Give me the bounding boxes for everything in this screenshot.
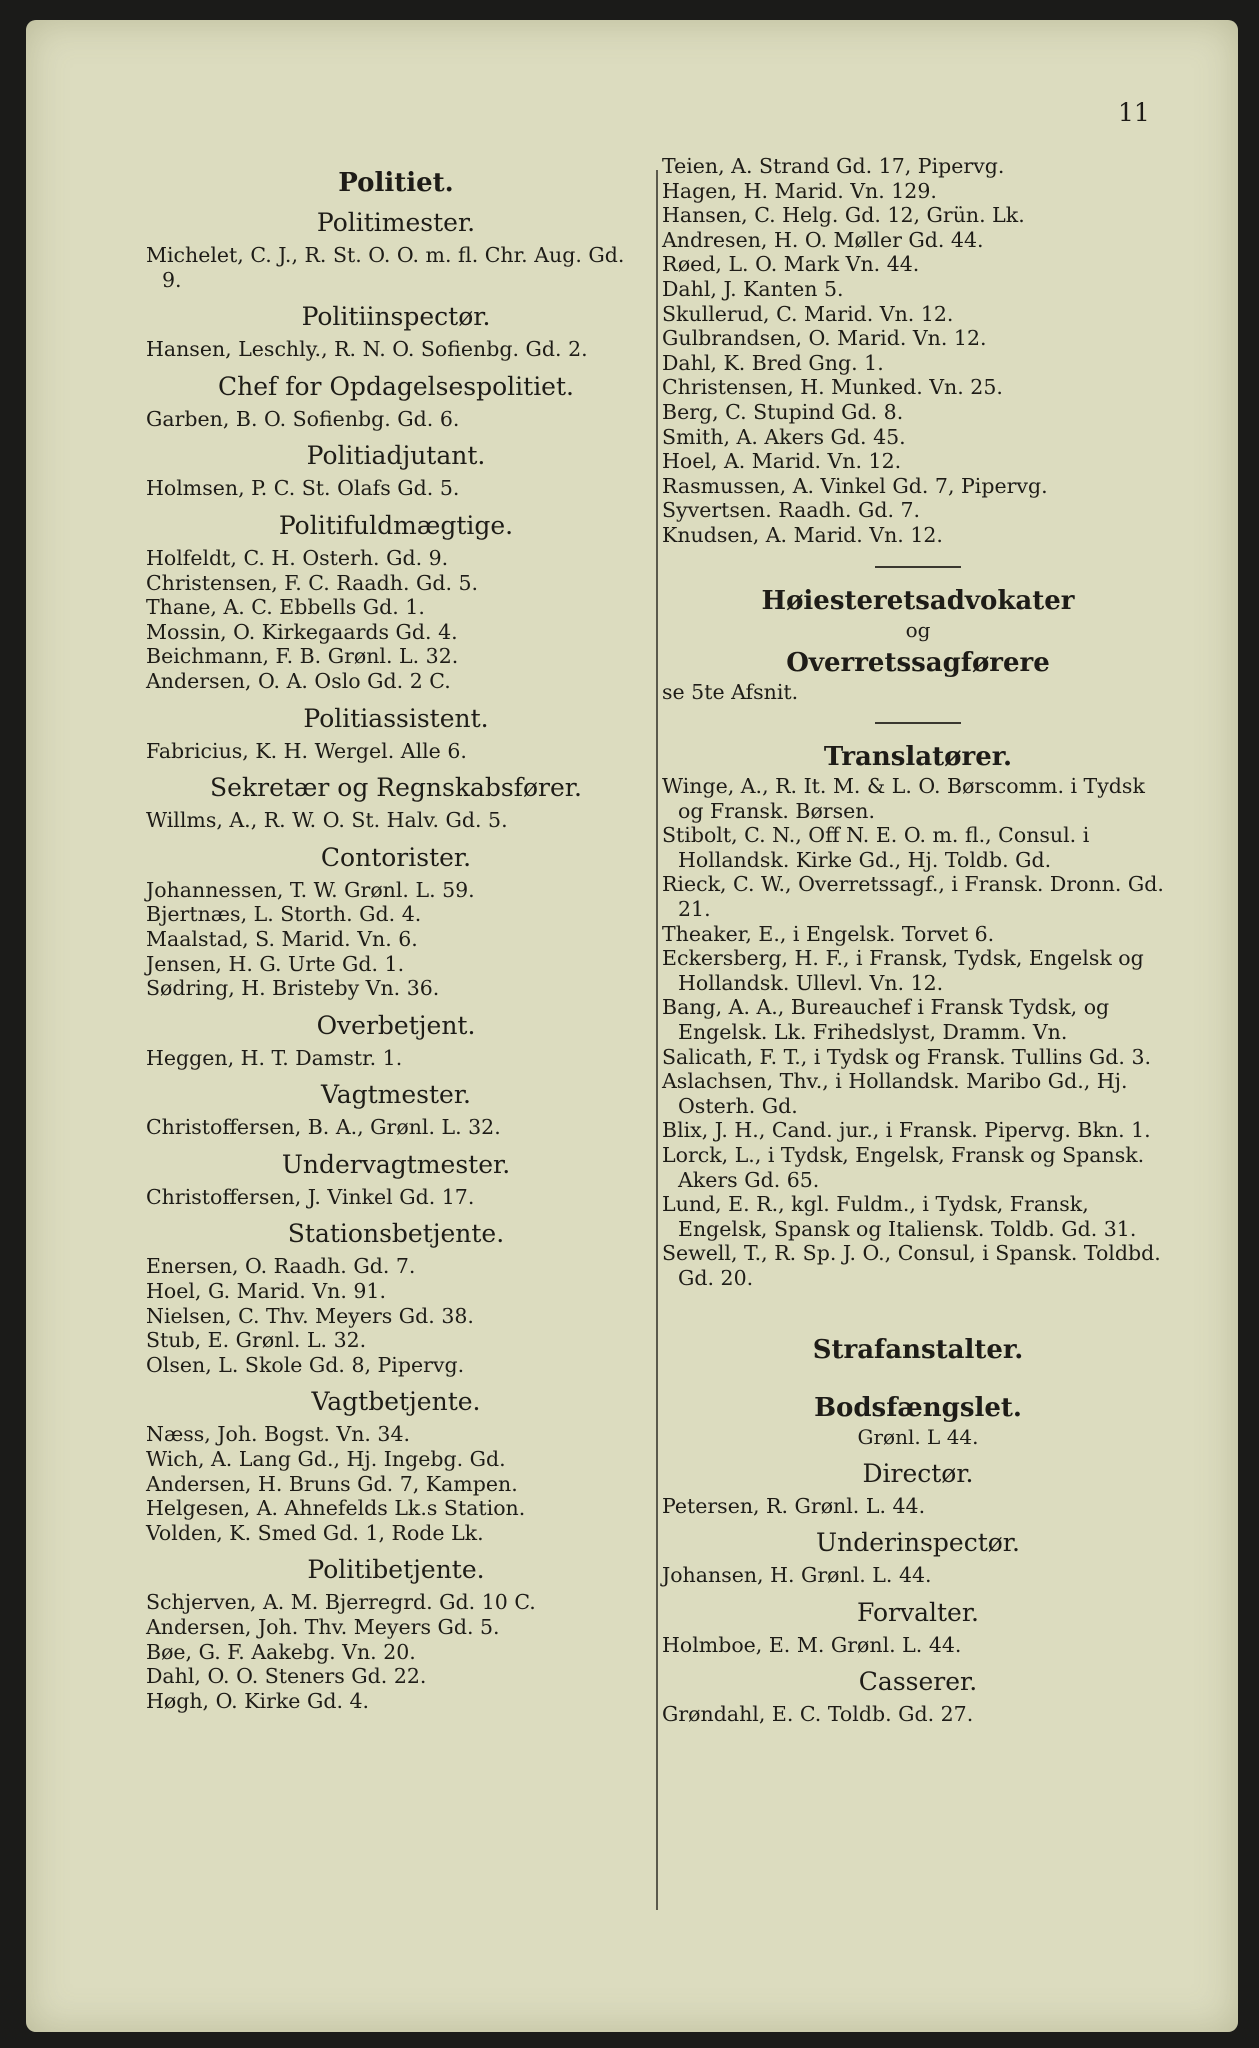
section-heading: Politibetjente. [307,1555,485,1585]
directory-entry: Syvertsen. Raadh. Gd. 7. [662,498,921,523]
page-number: 11 [1118,98,1150,127]
translator-entry: Blix, J. H., Cand. jur., i Fransk. Pipervg. Bkn. 1. [662,1118,1151,1143]
directory-entry: Gulbrandsen, O. Marid. Vn. 12. [662,326,987,351]
left-sections [146,208,646,1713]
directory-entry: Hansen, Leschly., R. N. O. Sofienbg. Gd. 2. [146,337,588,362]
directory-entry: Wich, A. Lang Gd., Hj. Ingebg. Gd. [146,1447,506,1472]
directory-entry: Christoffersen, J. Vinkel Gd. 17. [146,1184,475,1209]
directory-entry: Christensen, F. C. Raadh. Gd. 5. [146,570,479,595]
translator-entry: Eckersberg, H. F., i Fransk, Tydsk, Engelsk og Hollandsk. Ullevl. Vn. 12. [662,946,1144,995]
directory-entry: Enersen, O. Raadh. Gd. 7. [146,1254,416,1279]
directory-entry: Stub, E. Grønl. L. 32. [146,1328,367,1353]
directory-entry: Bøe, G. F. Aakebg. Vn. 20. [146,1639,416,1664]
continued-list [662,154,1174,548]
directory-entry: Smith, A. Akers Gd. 45. [662,424,906,449]
section-heading: Politiadjutant. [306,441,486,471]
directory-entry: Hagen, H. Marid. Vn. 129. [662,178,937,203]
staff-entry: Johansen, H. Grønl. L. 44. [662,1563,932,1588]
directory-entry: Mossin, O. Kirkegaards Gd. 4. [146,619,458,644]
staff-heading: Underinspectør. [816,1528,1020,1558]
section-heading: Vagtbetjente. [311,1387,481,1417]
directory-entry: Røed, L. O. Mark Vn. 44. [662,252,920,277]
section-heading: Politifuldmægtige. [278,510,514,540]
section-heading: Undervagtmester. [281,1149,511,1179]
directory-entry: Knudsen, A. Marid. Vn. 12. [662,522,943,547]
staff-heading: Casserer. [858,1667,978,1697]
translator-entry: Salicath, F. T., i Tydsk og Fransk. Tullins Gd. 3. [662,1044,1152,1069]
directory-entry: Dahl, J. Kanten 5. [662,276,844,301]
directory-entry: Jensen, H. G. Urte Gd. 1. [146,951,405,976]
section-heading: Vagtmester. [320,1080,472,1110]
section-heading: Chef for Opdagelsespolitiet. [218,371,574,401]
directory-entry: Rasmussen, A. Vinkel Gd. 7, Pipervg. [662,473,1048,498]
translator-entry: Bang, A. A., Bureauchef i Fransk Tydsk, og Engelsk. Lk. Frihedslyst, Dramm. Vn. [662,995,1110,1045]
staff-entry: Grøndahl, E. C. Toldb. Gd. 27. [662,1702,974,1727]
translator-entry: Aslachsen, Thv., i Hollandsk. Maribo Gd., Hj. Osterh. Gd. [662,1069,1128,1118]
directory-entry: Næss, Joh. Bogst. Vn. 34. [146,1422,411,1447]
directory-entry: Garben, B. O. Sofienbg. Gd. 6. [146,406,460,431]
directory-entry: Beichmann, F. B. Grønl. L. 32. [146,644,459,669]
section-heading: Politiinspectør. [301,302,491,332]
directory-entry: Olsen, L. Skole Gd. 8, Pipervg. [146,1352,465,1377]
directory-entry: Dahl, K. Bred Gng. 1. [662,350,884,375]
directory-entry: Holmsen, P. C. St. Olafs Gd. 5. [146,476,460,501]
directory-entry: Heggen, H. T. Damstr. 1. [146,1045,403,1070]
advokater-heading-2: Overretssagførere [786,647,1050,678]
translator-entry: Rieck, C. W., Overretssagf., i Fransk. Dronn. Gd. 21. [662,872,1164,922]
directory-entry: Schjerven, A. M. Bjerregrd. Gd. 10 C. [146,1590,536,1615]
directory-entry: Maalstad, S. Marid. Vn. 6. [146,926,418,951]
directory-entry: Bjertnæs, L. Storth. Gd. 4. [146,902,422,927]
directory-entry: Dahl, O. O. Steners Gd. 22. [146,1664,427,1689]
directory-entry: Christensen, H. Munked. Vn. 25. [662,375,1003,400]
directory-entry: Berg, C. Stupind Gd. 8. [662,399,904,424]
directory-entry: Andersen, Joh. Thv. Meyers Gd. 5. [146,1615,500,1639]
directory-entry: Thane, A. C. Ebbells Gd. 1. [146,595,425,620]
divider-rule [875,566,961,568]
column-divider [656,170,658,1910]
section-title: Politiet. [338,168,454,198]
directory-entry: Volden, K. Smed Gd. 1, Rode Lk. [146,1520,484,1545]
translator-entry: Lorck, L., i Tydsk, Engelsk, Fransk og Spansk. Akers Gd. 65. [662,1143,1145,1192]
directory-entry: Skullerud, C. Marid. Vn. 12. [662,301,954,326]
directory-entry: Michelet, C. J., R. St. O. O. m. fl. Chr. Aug. Gd. 9. [146,243,625,292]
directory-entry: Christoffersen, B. A., Grønl. L. 32. [146,1115,501,1140]
staff-list [662,1459,1174,1727]
directory-page [26,20,1238,2032]
section-heading: Politimester. [316,208,476,237]
translator-entry: Sewell, T., R. Sp. J. O., Consul, i Spansk. Toldbd. Gd. 20. [662,1241,1161,1290]
bodsfaengslet-heading: Bodsfængslet. [814,1392,1022,1423]
divider-rule [875,722,961,724]
left-column [146,162,646,1713]
translator-entry: Theaker, E., i Engelsk. Torvet 6. [662,921,995,946]
translator-entry: Stibolt, C. N., Off N. E. O. m. fl., Consul. i Hollandsk. Kirke Gd., Hj. Toldb. Gd. [662,823,1090,872]
bodsfaengslet-address: Grønl. L 44. [857,1424,979,1449]
advokater-ref: se 5te Afsnit. [662,679,799,704]
staff-heading: Directør. [862,1458,974,1488]
section-heading: Contorister. [320,842,472,872]
staff-entry: Holmboe, E. M. Grønl. L. 44. [662,1632,962,1657]
staff-entry: Petersen, R. Grønl. L. 44. [662,1493,926,1518]
staff-heading: Forvalter. [857,1597,979,1627]
directory-entry: Holfeldt, C. H. Osterh. Gd. 9. [146,545,449,570]
section-heading: Stationsbetjente. [287,1219,505,1249]
translatorer-heading: Translatører. [823,742,1013,773]
advokater-heading: Høiesteretsadvokater [761,585,1075,616]
advokater-og: og [905,617,931,642]
directory-entry: Fabricius, K. H. Wergel. Alle 6. [146,738,467,763]
translator-entry: Winge, A., R. It. M. & L. O. Børscomm. i Tydsk og Fransk. Børsen. [662,774,1145,823]
section-heading: Overbetjent. [316,1010,476,1040]
directory-entry: Hansen, C. Helg. Gd. 12, Grün. Lk. [662,203,1025,228]
directory-entry: Hoel, G. Marid. Vn. 91. [146,1279,386,1304]
directory-entry: Andersen, O. A. Oslo Gd. 2 C. [146,668,451,693]
directory-entry: Høgh, O. Kirke Gd. 4. [146,1688,370,1713]
strafanstalter-heading: Strafanstalter. [812,1334,1024,1365]
directory-entry: Johannessen, T. W. Grønl. L. 59. [146,877,475,902]
directory-entry: Andresen, H. O. Møller Gd. 44. [662,227,984,252]
directory-entry: Nielsen, C. Thv. Meyers Gd. 38. [146,1303,474,1328]
directory-entry: Andersen, H. Bruns Gd. 7, Kampen. [146,1471,518,1496]
translator-entry: Lund, E. R., kgl. Fuldm., i Tydsk, Fransk, Engelsk, Spansk og Italiensk. Toldb. Gd. 31. [662,1192,1137,1241]
section-heading: Sekretær og Regnskabsfører. [210,773,582,803]
directory-entry: Sødring, H. Bristeby Vn. 36. [146,976,440,1001]
directory-entry: Helgesen, A. Ahnefelds Lk.s Station. [146,1496,526,1521]
translatorer-list [662,774,1174,1290]
right-column [662,154,1174,1727]
directory-entry: Teien, A. Strand Gd. 17, Pipervg. [662,154,1005,178]
directory-entry: Willms, A., R. W. O. St. Halv. Gd. 5. [146,808,508,833]
section-heading: Politiassistent. [303,703,489,733]
directory-entry: Hoel, A. Marid. Vn. 12. [662,449,902,474]
